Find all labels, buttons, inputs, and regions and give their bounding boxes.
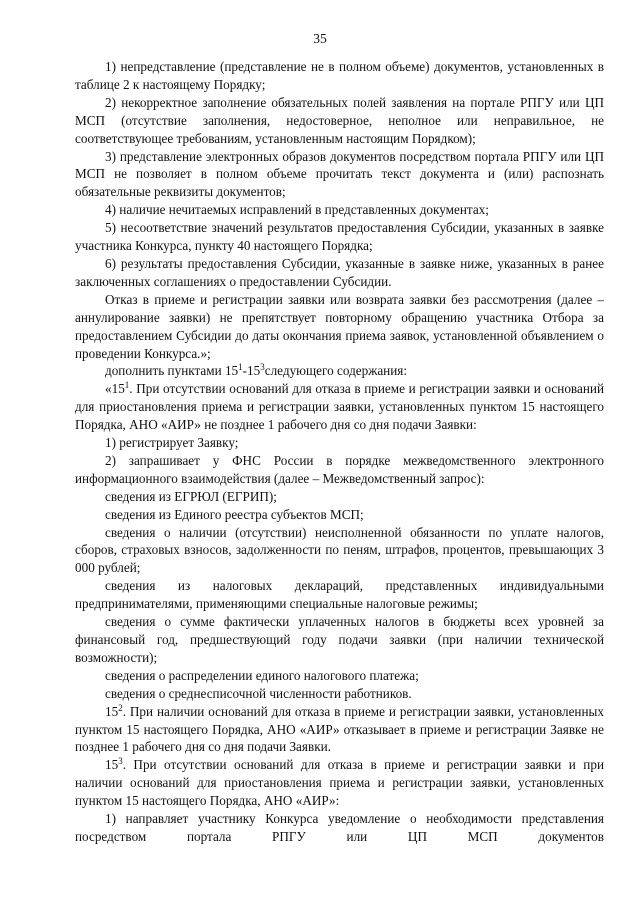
addition-sup-1: 1 bbox=[238, 362, 243, 373]
list-item-msp-registry: сведения из Единого реестра субъектов МСП; bbox=[105, 506, 364, 522]
item-15-2-sup: 2 bbox=[118, 702, 123, 713]
list-item-request: 2) запрашивает у ФНС России в порядке межведомственного электронного информационного взаимодействия (далее – Межведомственный запрос): bbox=[75, 452, 604, 486]
item-15-3-text: . При отсутствии оснований для отказа в приеме и регистрации заявки и при наличии оснований для приостановления приема и регистрации заявки, установленных пунктом 15 настоящего Порядка, АНО «АИР»: bbox=[75, 757, 604, 809]
paragraph-item-15-1 bbox=[75, 380, 604, 434]
item-15-2-number: 15 bbox=[105, 703, 119, 719]
paragraph-item-15-2 bbox=[75, 703, 604, 757]
paragraph-rejection-3: 3) представление электронных образов документов посредством портала РПГУ или ЦП МСП не позволяет в полном объеме прочитать текст документа и (или) распознать обязательные реквизиты документов; bbox=[75, 148, 604, 200]
addition-sup-2: 3 bbox=[260, 362, 265, 373]
paragraph-rejection-4: 4) наличие нечитаемых исправлений в представленных документах; bbox=[105, 202, 489, 218]
addition-pre: дополнить пунктами 15 bbox=[105, 363, 239, 379]
addition-mid: -15 bbox=[242, 363, 261, 379]
paragraph-annulment: Отказ в приеме и регистрации заявки или возврата заявки без рассмотрения (далее – аннулирование заявки) не препятствует повторному обращению участника Отбора за предоставлением Субсидии до даты окончания приема заявок, установленной объявлением о проведении Конкурса.»; bbox=[75, 291, 604, 361]
item-15-3-sup: 3 bbox=[118, 756, 123, 767]
item-15-1-sup: 1 bbox=[124, 380, 130, 391]
list-item-egrul: сведения из ЕГРЮЛ (ЕГРИП); bbox=[105, 488, 277, 504]
item-15-1-number: «15 bbox=[105, 381, 125, 397]
document-body bbox=[75, 58, 604, 846]
paragraph-rejection-5: 5) несоответствие значений результатов предоставления Субсидии, указанных в заявке участника Конкурса, пункту 40 настоящего Порядка; bbox=[75, 220, 604, 254]
list-item-taxes-paid: сведения о сумме фактически уплаченных налогов в бюджеты всех уровней за финансовый год, предшествующий году подачи заявки (при наличии технической возможности); bbox=[75, 614, 604, 665]
paragraph-notification: 1) направляет участнику Конкурса уведомление о необходимости представления посредством портала РПГУ или ЦП МСП документов bbox=[75, 811, 604, 844]
list-item-tax-declarations: сведения из налоговых деклараций, представленных индивидуальными предпринимателями, применяющими специальные налоговые режимы; bbox=[75, 578, 604, 612]
paragraph-rejection-6: 6) результаты предоставления Субсидии, указанные в заявке ниже, указанных в ранее заключенных соглашениях о предоставлении Субсидии. bbox=[75, 255, 604, 289]
item-15-3-number: 15 bbox=[105, 757, 119, 773]
item-15-1-text: . При отсутствии оснований для отказа в приеме и регистрации заявки и оснований для приостановления приема и регистрации заявки, установленных пунктом 15 настоящего Порядка, АНО «АИР» не позднее 1 рабочего дня со дня подачи Заявки: bbox=[75, 381, 604, 433]
addition-post: следующего содержания: bbox=[264, 363, 408, 379]
list-item-unified-payment: сведения о распределении единого налогового платежа; bbox=[105, 667, 419, 683]
list-item-register: 1) регистрирует Заявку; bbox=[105, 435, 239, 451]
item-15-2-text: . При наличии оснований для отказа в приеме и регистрации заявки, установленных пунктом 15 настоящего Порядка, АНО «АИР» отказывает в приеме и регистрации Заявке не позднее 1 рабочего дня со дня подачи Заявки. bbox=[75, 703, 604, 755]
list-item-headcount: сведения о среднесписочной численности работников. bbox=[105, 685, 412, 701]
paragraph-rejection-1: 1) непредставление (представление не в полном объеме) документов, установленных в таблице 2 к настоящему Порядку; bbox=[75, 59, 604, 92]
paragraph-addition bbox=[75, 362, 604, 380]
paragraph-item-15-3 bbox=[75, 756, 604, 810]
list-item-tax-debt: сведения о наличии (отсутствии) неисполненной обязанности по уплате налогов, сборов, страховых взносов, задолженности по пеням, штрафов, процентов, превышающих 3 000 рублей; bbox=[75, 524, 604, 576]
page-number: 35 bbox=[313, 31, 327, 46]
paragraph-rejection-2: 2) некорректное заполнение обязательных полей заявления на портале РПГУ или ЦП МСП (отсутствие заполнения, недостоверное, неполное или неправильное, не соответствующее требованиям, установленным настоящим Порядком); bbox=[75, 94, 604, 146]
